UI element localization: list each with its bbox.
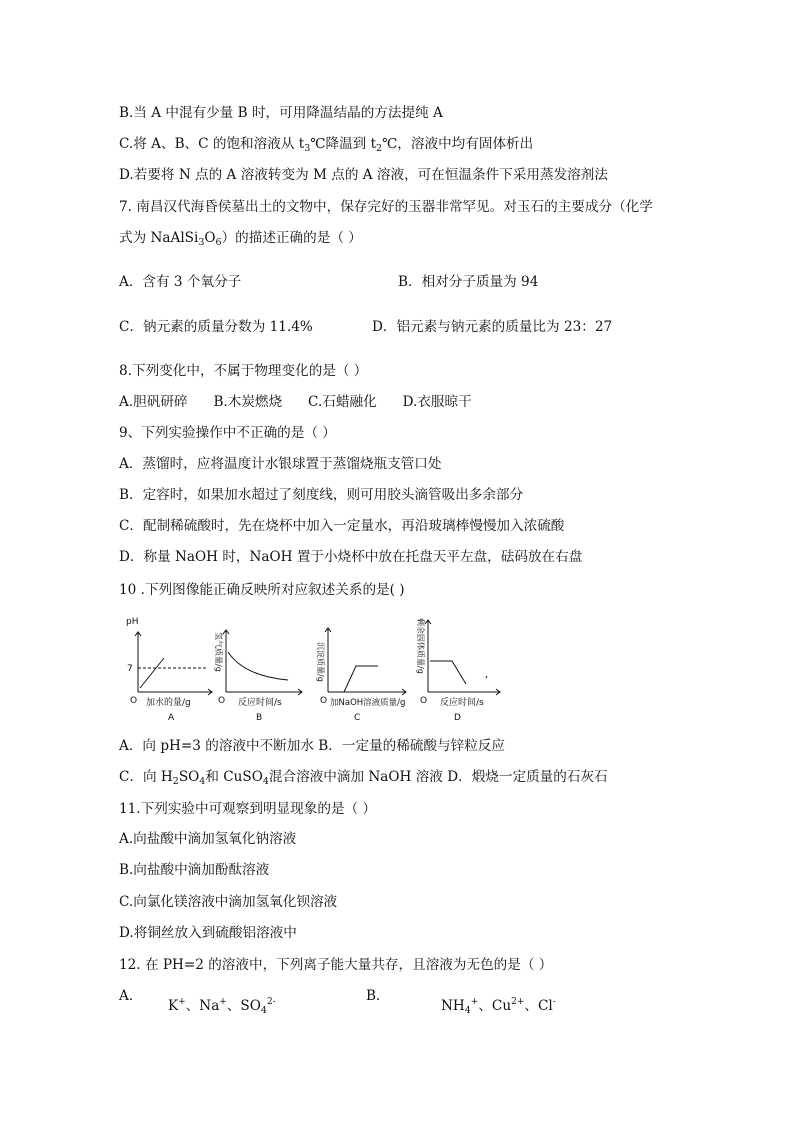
option-9d: D．称量 NaOH 时，NaOH 置于小烧杯中放在托盘天平左盘，砝码放在右盘	[119, 549, 583, 565]
option-12a-ions: K+、Na+、$SO_4^{2-}$	[168, 997, 276, 1016]
question-12: 12. 在 PH=2 的溶液中，下列离子能大量共存，且溶液为无色的是（ ）	[119, 957, 553, 973]
graph-c-origin: O	[320, 696, 328, 706]
graph-d-ylabel: 剩余固体质量/g	[416, 618, 425, 674]
option-11b: B.向盐酸中滴加酚酞溶液	[119, 862, 270, 878]
graph-b-origin: O	[218, 696, 226, 706]
question-8: 8.下列变化中，不属于物理变化的是（ ）	[119, 363, 368, 379]
question-7-formula: 式为 $NaAlSi_3O_6$）的描述正确的是（ ）	[119, 230, 362, 248]
option-6c: C.将 A、B、C 的饱和溶液从 $t_3℃$降温到 $t_2℃$，溶液中均有固体析出	[119, 136, 534, 154]
option-12a-label: A．	[119, 988, 143, 1004]
graph-c-caption: C	[354, 713, 361, 723]
graph-b-ylabel: 氢气质量/g	[214, 632, 223, 672]
graph-a-curve	[140, 658, 164, 688]
options-10-ab: A．向 pH=3 的溶液中不断加水 B．一定量的稀硫酸与锌粒反应	[119, 738, 506, 754]
option-11d: D.将铜丝放入到硫酸铝溶液中	[119, 925, 297, 941]
graph-b-xlabel: 反应时间/s	[238, 698, 282, 708]
option-12b-label: B．	[366, 988, 390, 1004]
graph-d-origin: O	[420, 696, 428, 706]
graph-d-caption: D	[454, 713, 461, 723]
option-9b: B．定容时，如果加水超过了刻度线，则可用胶头滴管吸出多余部分	[119, 487, 524, 503]
graph-c-line	[328, 666, 378, 692]
graph-a-tick-7: 7	[127, 664, 133, 674]
graph-b-curve	[228, 652, 288, 680]
option-11a: A.向盐酸中滴加氢氧化钠溶液	[119, 831, 297, 847]
graph-d-xlabel: 反应时间/s	[440, 698, 484, 708]
question-10: 10 .下列图像能正确反映所对应叙述关系的是( )	[119, 582, 405, 598]
graph-a-caption: A	[168, 713, 175, 723]
option-11c: C.向氯化镁溶液中滴加氢氧化钡溶液	[119, 894, 338, 910]
options-8: A.胆矾研碎 B.木炭燃烧 C.石蜡融化 D.衣服晾干	[119, 394, 472, 410]
question-9: 9、下列实验操作中不正确的是（ ）	[119, 425, 336, 441]
options-10-cd: C．向 $H_2SO_4$和 CuSO$_4$混合溶液中滴加 NaOH 溶液 D．煅烧一定质量的石灰石	[119, 769, 608, 787]
option-6d: D.若要将 N 点的 A 溶液转变为 M 点的 A 溶液，可在恒温条件下采用蒸发溶剂法	[119, 167, 608, 183]
option-7d: D．铝元素与钠元素的质量比为 23：27	[372, 319, 613, 335]
option-9a: A．蒸馏时，应将温度计水银球置于蒸馏烧瓶支管口处	[119, 456, 442, 472]
option-7c: C．钠元素的质量分数为 11.4%	[119, 319, 313, 335]
question-7: 7. 南昌汉代海昏侯墓出土的文物中，保存完好的玉器非常罕见。对玉石的主要成分（化学	[119, 199, 653, 215]
graph-a-xlabel: 加水的量/g	[146, 698, 191, 708]
option-6b: B.当 A 中混有少量 B 时，可用降温结晶的方法提纯 A	[119, 105, 443, 121]
option-9c: C．配制稀硫酸时，先在烧杯中加入一定量水，再沿玻璃棒慢慢加入浓硫酸	[119, 518, 565, 534]
graph-c-xlabel: 加NaOH溶液质量/g	[330, 698, 406, 708]
graph-a-ylabel: pH	[126, 617, 139, 627]
option-12b-ions: $NH_4^+$、$Cu^{2+}$、Cl-	[441, 997, 556, 1016]
graph-c-ylabel: 沉淀质量/g	[316, 642, 325, 682]
graph-b-caption: B	[256, 713, 263, 723]
option-7a: A．含有 3 个氧分子	[119, 274, 242, 290]
question-11: 11.下列实验中可观察到明显现象的是（ ）	[119, 801, 377, 817]
option-7b: B．相对分子质量为 94	[398, 274, 539, 290]
graph-a-origin: O	[130, 696, 138, 706]
question-10-figure	[116, 612, 506, 724]
graph-d-line	[430, 661, 466, 684]
graph-d-stray-mark	[486, 676, 487, 678]
